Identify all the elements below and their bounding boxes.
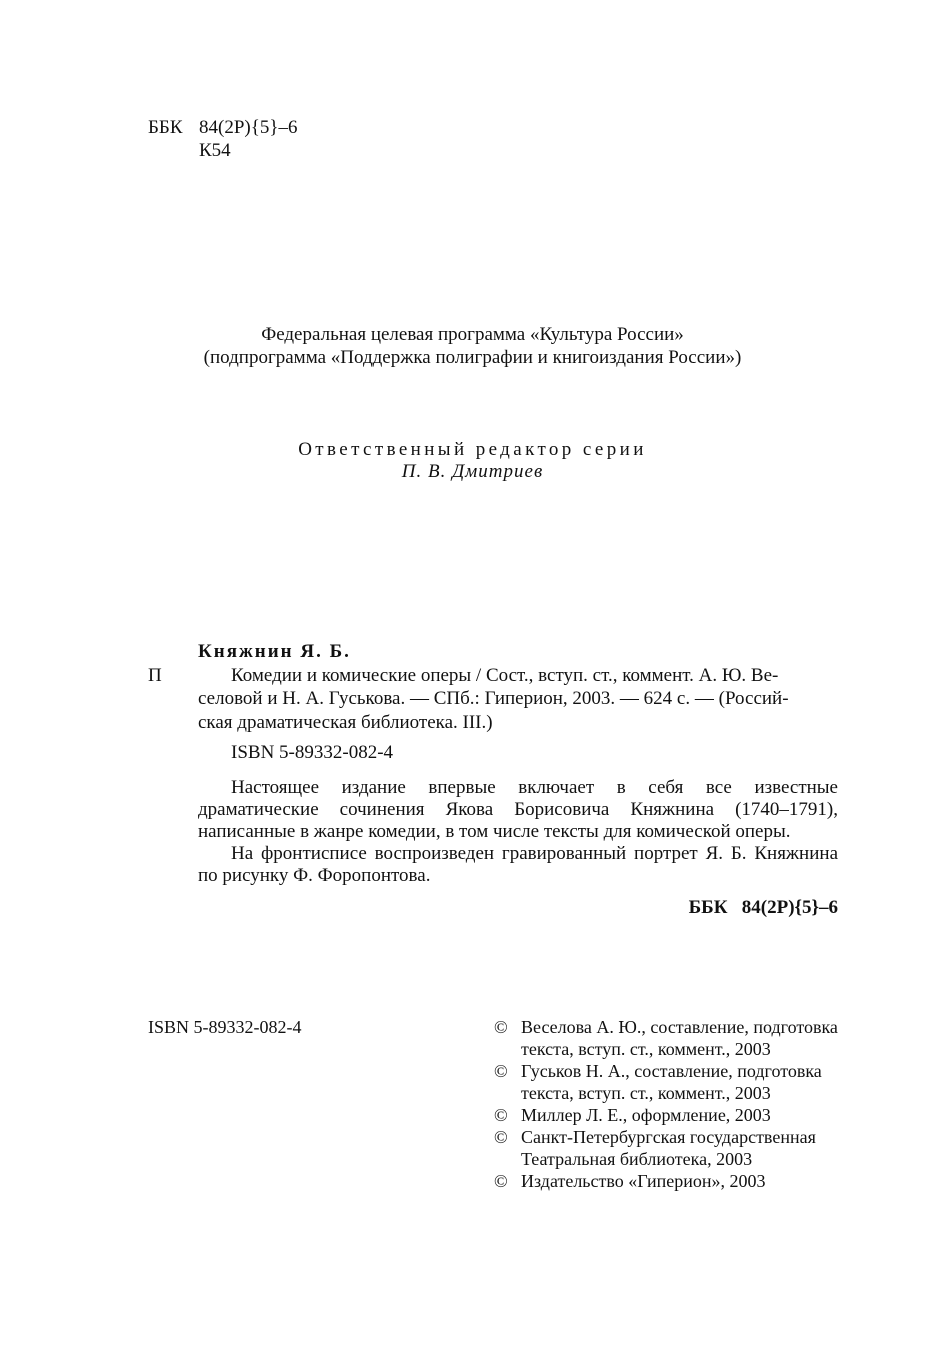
author-code: К54: [199, 140, 231, 161]
copyright-text: Гуськов Н. А., составление, подготовка текста, вступ. ст., коммент., 2003: [521, 1061, 822, 1103]
copyright-list: [494, 1016, 839, 1192]
copyright-item: [494, 1016, 839, 1060]
copyright-text: Миллер Л. Е., оформление, 2003: [521, 1105, 771, 1125]
program-title: Федеральная целевая программа «Культура России»: [261, 324, 684, 345]
catalog-isbn: ISBN 5-89332-082-4: [231, 742, 394, 763]
bbk-index: [148, 117, 297, 139]
catalog-bbk: ББК 84(2Р){5}–6: [688, 897, 838, 918]
bbk-label: ББК: [148, 117, 183, 138]
catalog-description-line: селовой и Н. А. Гуськова. — СПб.: Гиперион, 2003. — 624 с. — (Россий-: [198, 688, 789, 709]
copyright-text: Веселова А. Ю., составление, подготовка текста, вступ. ст., коммент., 2003: [521, 1017, 838, 1059]
copyright-icon: ©: [494, 1171, 508, 1191]
copyright-text: Санкт-Петербургская государственная Театральная библиотека, 2003: [521, 1127, 816, 1169]
copyright-item: [494, 1170, 839, 1192]
copyright-text: Издательство «Гиперион», 2003: [521, 1171, 766, 1191]
catalog-description-line: ская драматическая библиотека. III.): [198, 712, 493, 733]
bottom-isbn: ISBN 5-89332-082-4: [148, 1017, 302, 1037]
copyright-item: [494, 1104, 839, 1126]
copyright-icon: ©: [494, 1061, 508, 1081]
catalog-description-line: Комедии и комические оперы / Сост., вступ. ст., коммент. А. Ю. Ве-: [231, 665, 779, 686]
annotation-paragraph: Настоящее издание впервые включает в себя все известные драматические сочинения Якова Борисовича Княжнина (1740–1791), написанные в жанре комедии, в том числе тексты для комической оперы.: [198, 777, 838, 842]
program-subtitle: (подпрограмма «Поддержка полиграфии и книгоиздания России»): [203, 347, 742, 368]
catalog-author: Княжнин Я. Б.: [198, 641, 351, 662]
copyright-icon: ©: [494, 1105, 508, 1125]
copyright-icon: ©: [494, 1127, 508, 1147]
catalog-annotation: [198, 777, 838, 887]
annotation-paragraph: На фронтисписе воспроизведен гравированный портрет Я. Б. Княжнина по рисунку Ф. Форопонтова.: [198, 843, 838, 886]
catalog-class-letter: П: [148, 665, 162, 686]
copyright-item: [494, 1126, 839, 1170]
copyright-icon: ©: [494, 1017, 508, 1037]
copyright-item: [494, 1060, 839, 1104]
bbk-value: 84(2Р){5}–6: [199, 117, 298, 138]
editor-role: Ответственный редактор серии: [298, 439, 647, 460]
editor-name: П. В. Дмитриев: [401, 461, 544, 482]
